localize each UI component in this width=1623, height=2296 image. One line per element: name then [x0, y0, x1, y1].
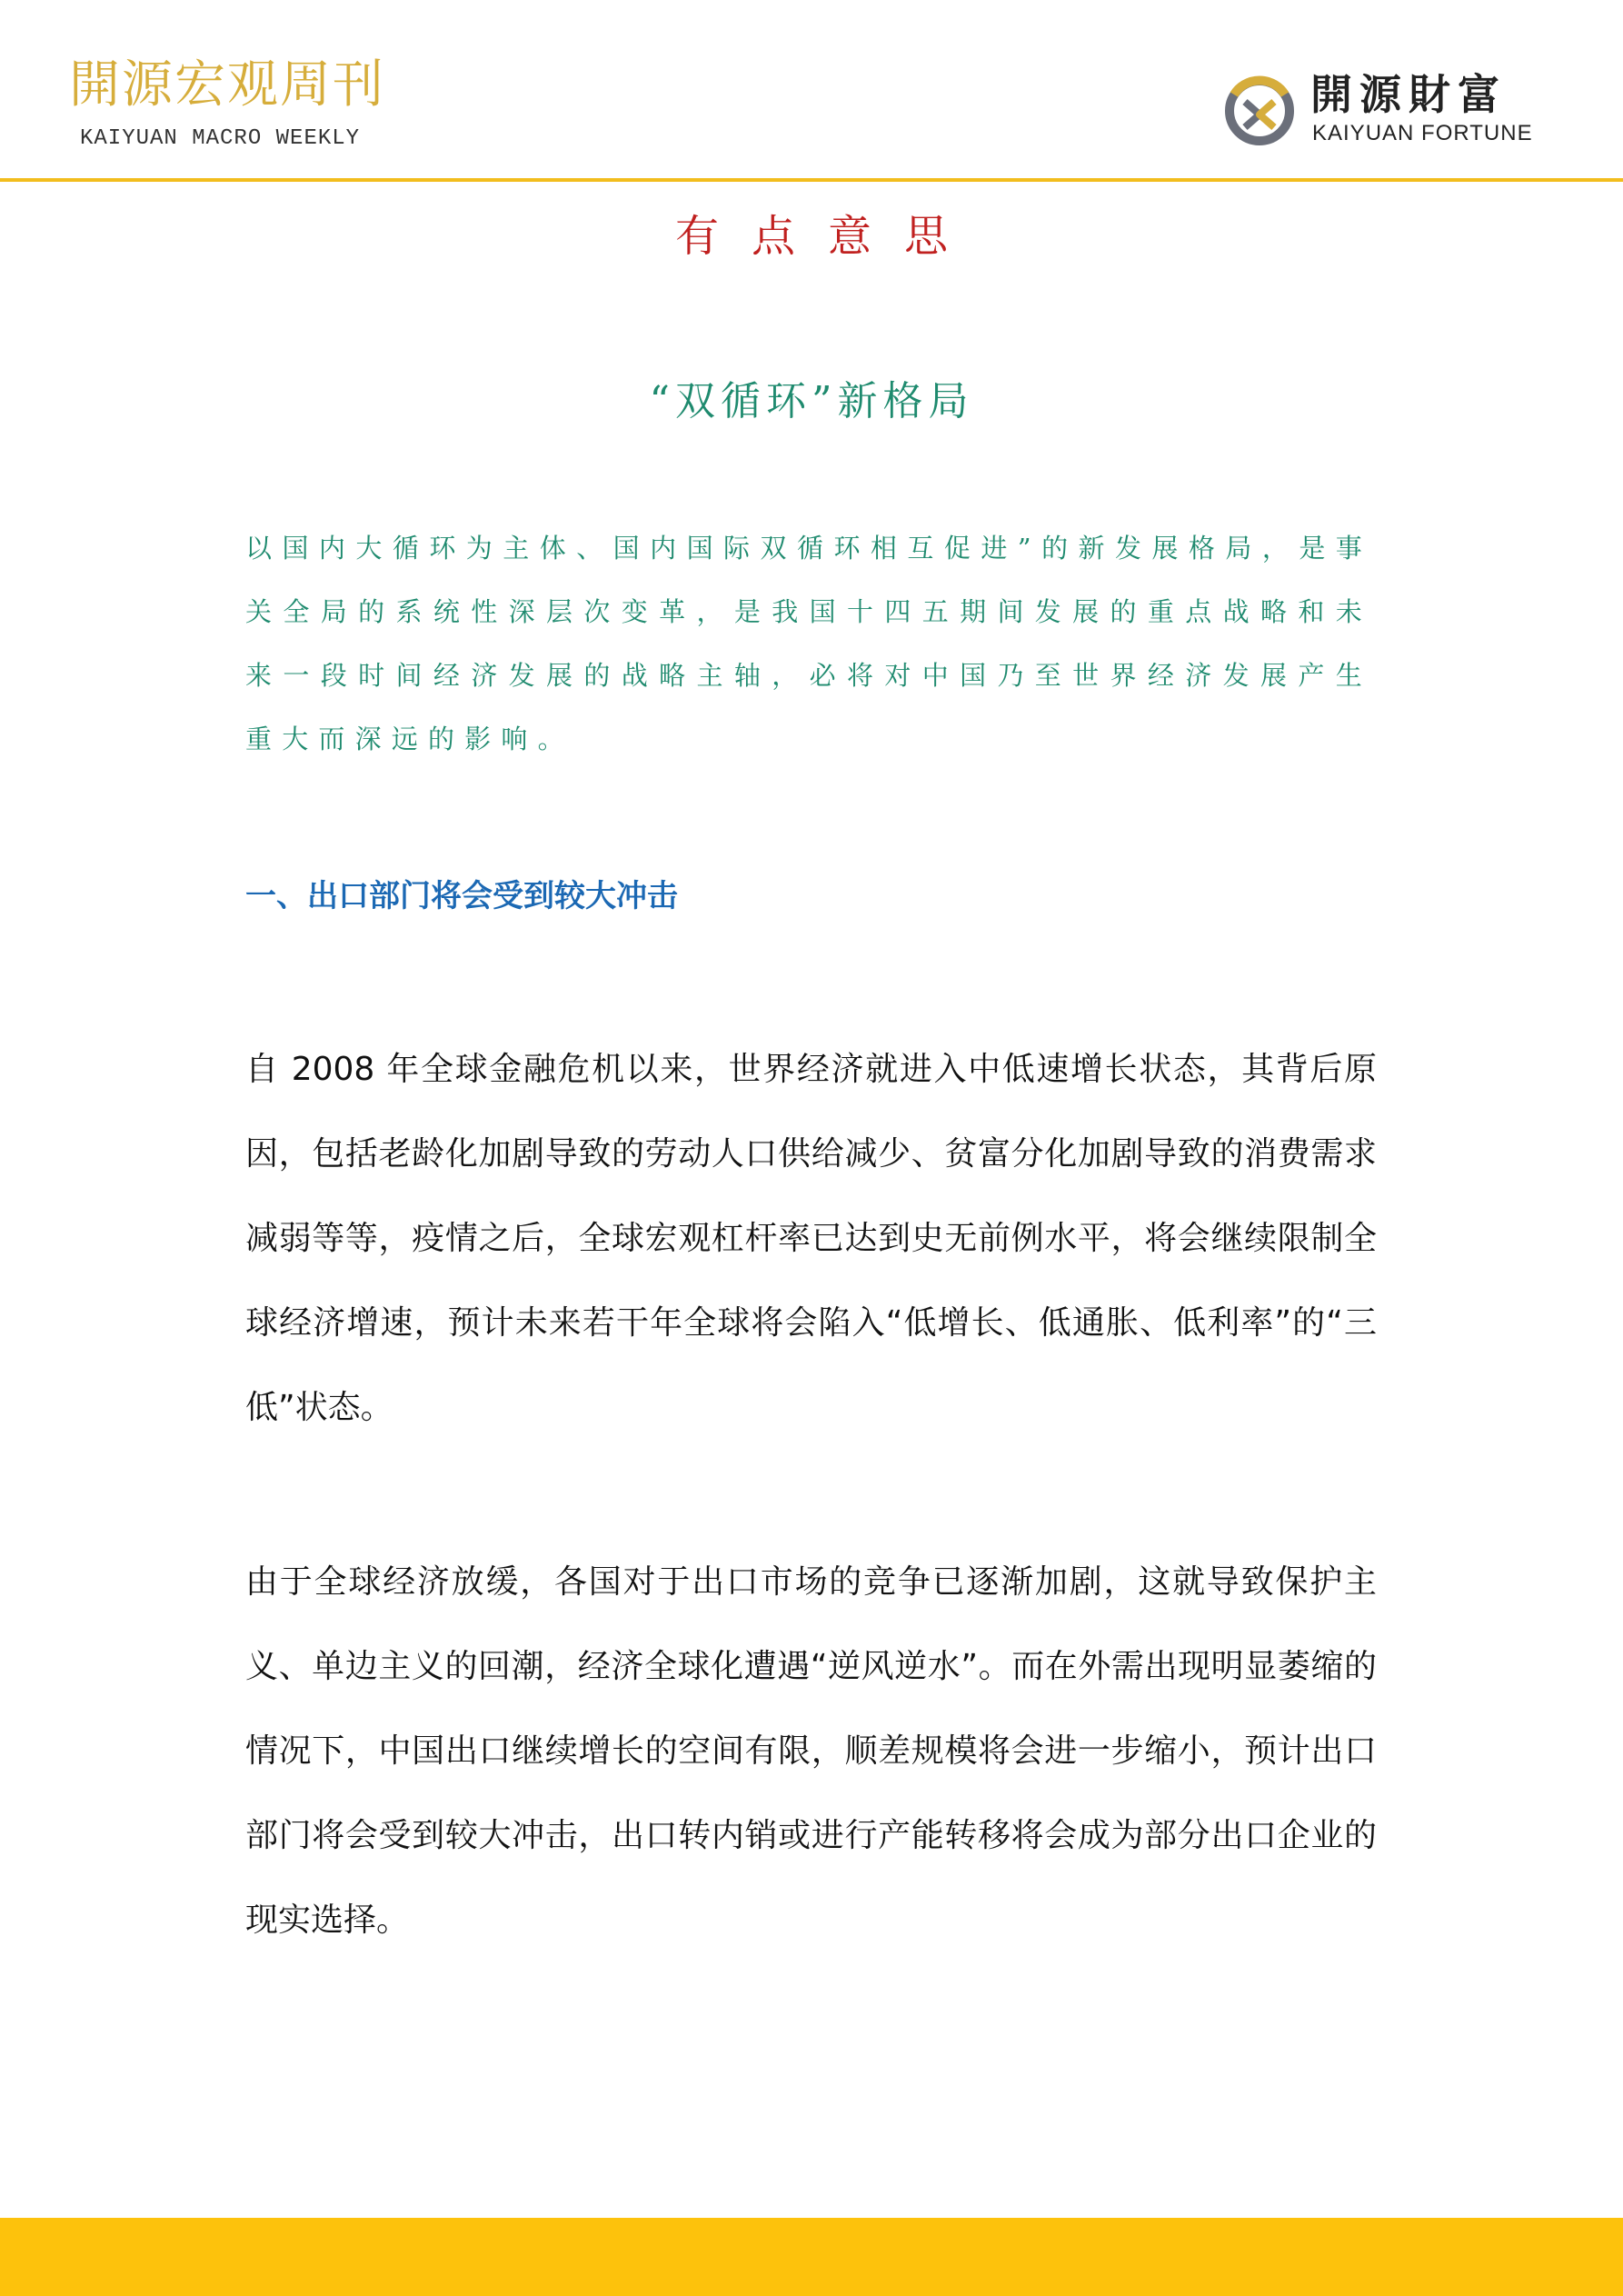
article-title: “双循环”新格局	[649, 378, 974, 424]
brand-block	[1223, 65, 1550, 153]
subsection-heading-1: 一、出口部门将会受到较大冲击	[245, 878, 678, 914]
article-abstract: 以国内大循环为主体、国内国际双循环相互促进”的新发展格局，是事关全局的系统性深层次变革，是我国十四五期间发展的重点战略和未来一段时间经济发展的战略主轴，必将对中国乃至世界经济发展产生重大而深远的影响。	[245, 533, 1372, 754]
section-heading: 有点意思	[674, 211, 981, 262]
publication-title: 開源宏观周刊	[69, 55, 385, 115]
page-header	[0, 0, 1623, 178]
body-paragraph-1: 自 2008 年全球金融危机以来，世界经济就进入中低速增长状态，其背后原因，包括老龄化加剧导致的劳动人口供给减少、贫富分化加剧导致的消费需求减弱等等，疫情之后，全球宏观杠杆率已达到史无前例水平，将会继续限制全球经济增速，预计未来若干年全球将会陷入“低增长、低通胀、低利率”的“三低”状态。	[245, 1051, 1377, 1426]
brand-name-en: KAIYUAN FORTUNE	[1312, 121, 1533, 145]
body-paragraph-2: 由于全球经济放缓，各国对于出口市场的竞争已逐渐加剧，这就导致保护主义、单边主义的回潮，经济全球化遭遇“逆风逆水”。而在外需出现明显萎缩的情况下，中国出口继续增长的空间有限，顺差规模将会进一步缩小，预计出口部门将会受到较大冲击，出口转内销或进行产能转移将会成为部分出口企业的现实选择。	[245, 1563, 1377, 1939]
footer-band	[0, 2218, 1623, 2296]
publication-subtitle: KAIYUAN MACRO WEEKLY	[80, 126, 361, 151]
brand-name-cn: 開源財富	[1310, 70, 1507, 119]
kaiyuan-k-logo-icon	[1223, 75, 1296, 147]
header-divider	[0, 178, 1623, 182]
